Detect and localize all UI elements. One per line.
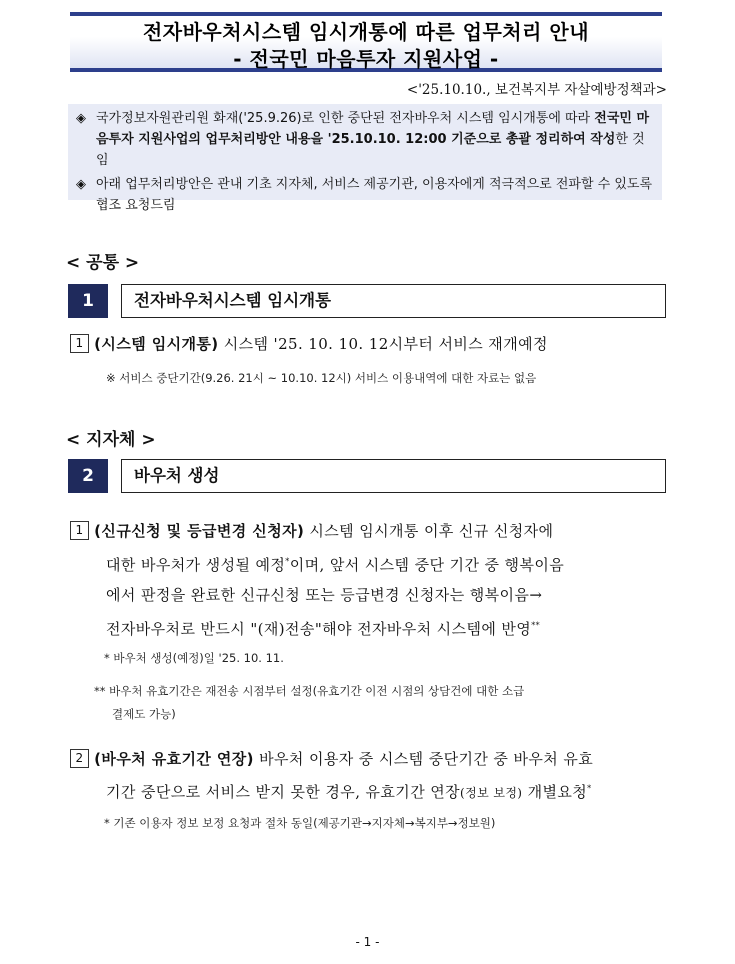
item-text: 기간 중단으로 서비스 받지 못한 경우, 유효기간 연장 (106, 783, 461, 801)
document-title-box (70, 12, 662, 72)
item-lead: (바우처 유효기간 연장) (94, 750, 254, 768)
diamond-bullet-icon: ◈ (76, 111, 86, 126)
item-number-box: 2 (70, 749, 89, 768)
item-number-box: 1 (70, 521, 89, 540)
footnote-continued: 결제도 가능) (112, 707, 176, 721)
item-lead: (시스템 임시개통) (94, 335, 219, 353)
notice-text-bold: 전국민 마음투자 지원사업의 업무처리방안 내용을 '25.10.10. 12:00 기준으로 총괄 정리하여 작성 (96, 111, 650, 147)
footnote: * 바우처 생성(예정)일 '25. 10. 11. (104, 651, 284, 665)
item-text: 시스템 '25. 10. 10. 12시부터 서비스 재개예정 (218, 335, 548, 353)
section-header-local: < 지자체 > (66, 430, 156, 450)
local-item-2 (70, 744, 670, 808)
section-header-common: < 공통 > (66, 253, 140, 273)
footnote-mark: ** (531, 620, 541, 630)
footnote: * 기존 이용자 정보 보정 요청과 절차 동일(제공기관→지자체→복지부→정보원) (104, 816, 496, 830)
page-number: - 1 - (355, 935, 380, 949)
notice-text: 아래 업무처리방안은 관내 기초 지자체, 서비스 제공기관, 이용자에게 적극적으로 전파할 수 있도록 협조 요청드림 (96, 177, 653, 213)
document-title: 전자바우처시스템 임시개통에 따른 업무처리 안내 (142, 20, 590, 44)
notice-box (68, 104, 662, 213)
notice-item (76, 108, 654, 171)
item-text-small: (정보 보정) (460, 786, 523, 800)
common-item-1 (70, 333, 548, 354)
item-text: 바우처 이용자 중 시스템 중단기간 중 바우처 유효 (253, 750, 594, 768)
document-subtitle: - 전국민 마음투자 지원사업 - (233, 47, 499, 71)
notice-text: 한 것임 (96, 132, 645, 168)
item-number-box: 1 (70, 334, 89, 353)
section-title: 바우처 생성 (121, 459, 666, 493)
footnote-mark: * (285, 556, 290, 566)
section-number: 2 (68, 459, 108, 493)
footnote: ** 바우처 유효기간은 재전송 시점부터 설정(유효기간 이전 시점의 상담건에 대한 소급 (94, 684, 525, 698)
diamond-bullet-icon: ◈ (76, 177, 86, 192)
item-text: 전자바우처로 반드시 "(재)전송"해야 전자바우처 시스템에 반영 (106, 619, 532, 638)
item-lead: (신규신청 및 등급변경 신청자) (94, 522, 305, 540)
item-text: 이며, 앞서 시스템 중단 기간 중 행복이음 (289, 555, 565, 574)
item-text: 시스템 임시개통 이후 신규 신청자에 (304, 522, 554, 540)
local-item-1 (70, 516, 670, 644)
section-number: 1 (68, 284, 108, 318)
item-text: 개별요청 (522, 783, 588, 801)
notice-text: 국가정보자원관리원 화재('25.9.26)로 인한 중단된 전자바우처 시스템 임시개통에 따라 (96, 111, 595, 126)
notice-item (76, 174, 654, 216)
source-date: <'25.10.10., 보건복지부 자살예방정책과> (406, 82, 667, 98)
section-title: 전자바우처시스템 임시개통 (121, 284, 666, 318)
item-text: 대한 바우처가 생성될 예정 (106, 555, 286, 574)
footnote: ※ 서비스 중단기간(9.26. 21시 ~ 10.10. 12시) 서비스 이용내역에 대한 자료는 없음 (106, 371, 537, 385)
item-text: 에서 판정을 완료한 신규신청 또는 등급변경 신청자는 행복이음→ (106, 586, 543, 604)
footnote-mark: * (587, 784, 592, 793)
